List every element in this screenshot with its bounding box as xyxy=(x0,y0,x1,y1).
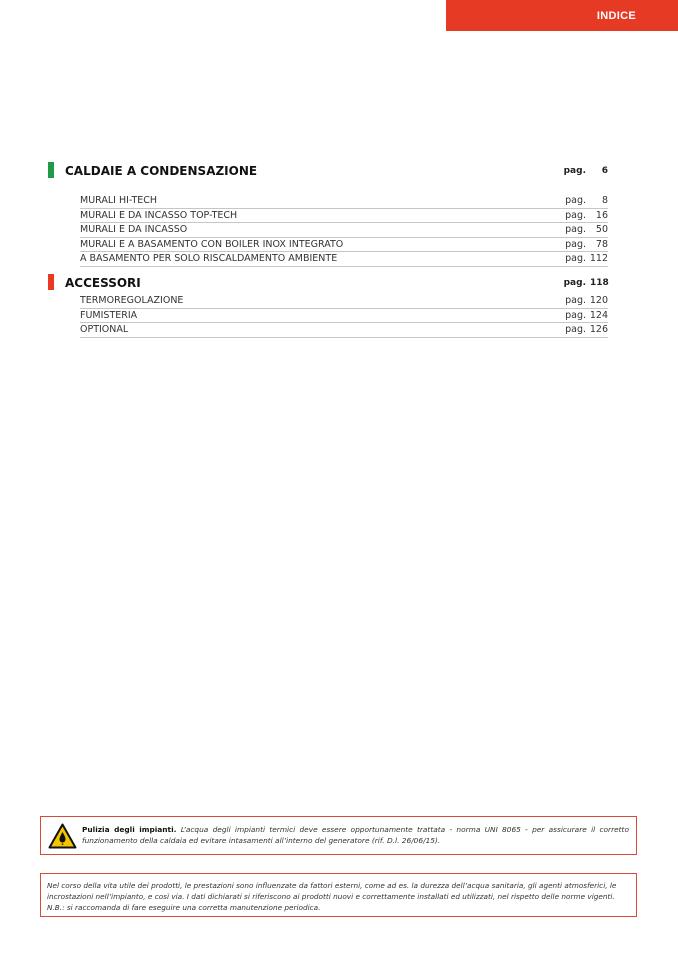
toc-row-page xyxy=(565,324,608,335)
toc-row[interactable] xyxy=(80,252,608,267)
pag-label: pag. xyxy=(565,309,586,321)
section-header[interactable] xyxy=(48,274,608,294)
section-title: CALDAIE A CONDENSAZIONE xyxy=(65,164,258,178)
section-items xyxy=(80,194,608,267)
section-caldaie xyxy=(48,162,608,265)
pag-label: pag. xyxy=(565,324,586,336)
disclaimer-text xyxy=(47,880,629,913)
page-number: 50 xyxy=(595,224,608,236)
pag-label: pag. xyxy=(565,295,586,306)
page-number: 126 xyxy=(589,324,608,336)
notice-text xyxy=(82,824,629,846)
page-number: 16 xyxy=(595,209,608,221)
toc-row-label: MURALI E DA INCASSO TOP-TECH xyxy=(80,209,238,221)
notice-body: L’acqua degli impianti termici deve essere opportunamente trattata - norma UNI 8065 - per assicurare il corretto funzionamento della caldaia ed evitare intasamenti all’interno del generatore (rif. D.l. 26/06/15). xyxy=(82,825,629,845)
page-number: 6 xyxy=(601,166,608,176)
notice-lead: Pulizia degli impianti. xyxy=(82,825,177,834)
page-number: 124 xyxy=(589,309,608,321)
toc-row[interactable] xyxy=(80,323,608,338)
toc-row-page xyxy=(565,195,608,206)
pag-label: pag. xyxy=(565,238,586,250)
toc-row-label: MURALI E DA INCASSO xyxy=(80,224,188,236)
toc-row-page xyxy=(565,239,608,250)
page-number: 8 xyxy=(601,195,608,206)
section-color-bar xyxy=(48,274,54,290)
toc-row-page xyxy=(565,253,608,264)
maintenance-notice xyxy=(40,816,637,855)
toc-row-page xyxy=(565,210,608,221)
disclaimer-box xyxy=(40,873,637,917)
toc-row-label: TERMOREGOLAZIONE xyxy=(80,295,184,306)
section-page-ref xyxy=(564,166,608,176)
toc-row-page xyxy=(565,295,608,306)
toc-row[interactable] xyxy=(80,209,608,224)
toc-row-label: FUMISTERIA xyxy=(80,309,138,321)
toc-row[interactable] xyxy=(80,294,608,309)
page-number: 120 xyxy=(589,295,608,306)
toc-row[interactable] xyxy=(80,309,608,324)
index-tab-label: INDICE xyxy=(596,9,636,22)
pag-label: pag. xyxy=(565,224,586,236)
disclaimer-line: incrostazioni nell’impianto, e così via. I dati dichiarati si riferiscono ai prodotti nuovi e correttamente installati ed utilizzati, nel rispetto delle norme vigenti. xyxy=(47,892,615,901)
section-title: ACCESSORI xyxy=(65,276,141,290)
toc-row-label: MURALI E A BASAMENTO CON BOILER INOX INTEGRATO xyxy=(80,238,344,250)
pag-label: pag. xyxy=(565,253,586,265)
toc-row[interactable] xyxy=(80,194,608,209)
index-tab[interactable] xyxy=(446,0,678,31)
warning-icon xyxy=(48,823,77,849)
page-number: 78 xyxy=(595,238,608,250)
section-page-ref xyxy=(564,278,608,288)
toc-row-label: OPTIONAL xyxy=(80,324,129,336)
disclaimer-line: Nel corso della vita utile dei prodotti, le prestazioni sono influenzate da fattori esterni, come ad es. la durezza dell’acqua sanitaria, gli agenti atmosferici, le xyxy=(47,881,617,890)
toc-row-label: A BASAMENTO PER SOLO RISCALDAMENTO AMBIENTE xyxy=(80,253,338,265)
toc-row-label: MURALI HI-TECH xyxy=(80,195,158,206)
section-color-bar xyxy=(48,162,54,178)
pag-label: pag. xyxy=(563,278,586,288)
toc-row[interactable] xyxy=(80,223,608,238)
pag-label: pag. xyxy=(565,209,586,221)
toc-row[interactable] xyxy=(80,238,608,253)
section-items xyxy=(80,294,608,338)
toc-row-page xyxy=(565,224,608,235)
section-accessori xyxy=(48,274,609,336)
pag-label: pag. xyxy=(563,166,586,176)
page-number: 118 xyxy=(590,278,609,288)
pag-label: pag. xyxy=(565,195,586,206)
section-header[interactable] xyxy=(48,162,608,182)
page-number: 112 xyxy=(589,253,608,265)
disclaimer-line: N.B.: si raccomanda di fare eseguire una corretta manutenzione periodica. xyxy=(47,903,321,912)
toc-row-page xyxy=(565,310,608,321)
